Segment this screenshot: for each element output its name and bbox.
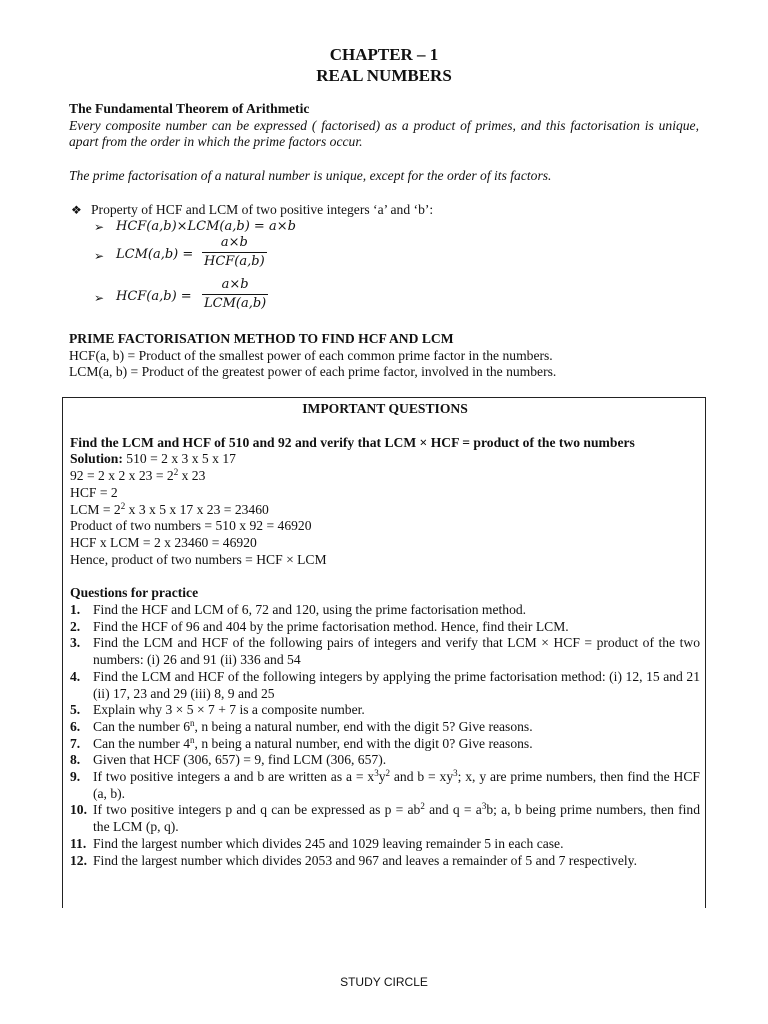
fta-statement: Every composite number can be expressed ( factorised) as a product of primes, and this factorisation is unique, apart from the order in which the prime factors occur. — [69, 117, 699, 150]
eq3-fraction — [202, 277, 268, 312]
chapter-label: CHAPTER – 1 — [329, 45, 439, 64]
arrow-bullet-icon: ➢ — [94, 291, 105, 306]
practice-question-7: 7. Can the number 4$^n$, n being a natural number, end with the digit 0? Give reasons. — [70, 734, 533, 751]
practice-question-6: 6. Can the number 6$^n$, n being a natural number, end with the digit 5? Give reasons. — [70, 717, 533, 734]
solution-line-1 — [70, 451, 700, 468]
fta-note: The prime factorisation of a natural number is unique, except for the order of its factors. — [69, 168, 552, 184]
solution-line-hcfxlcm: HCF x LCM = 2 x 23460 = 46920 — [70, 534, 257, 550]
eq2-fraction — [202, 235, 267, 270]
practice-question-9: 9. If two positive integers a and b are written as $a = x^3y^2$ and $b = xy^3$; x, y are prime numbers, then find the HCF (a, b). — [70, 768, 700, 801]
solution-line-product: Product of two numbers = 510 x 92 = 46920 — [70, 518, 312, 534]
eq3-denominator: LCM(a,b) — [204, 295, 267, 311]
footer-text: STUDY CIRCLE — [340, 975, 428, 989]
solution-line-92: 92 = 2 x 2 x $23 = 2^2$ x 23 — [70, 467, 206, 484]
practice-question-5: 5. Explain why 3 × 5 × 7 + 7 is a composite number. — [70, 702, 365, 718]
eq2-numerator: a×b — [220, 235, 248, 251]
arrow-bullet-icon: ➢ — [94, 249, 105, 264]
property-eq1 — [69, 219, 699, 236]
eq2-lhs: LCM(a,b) = — [116, 247, 194, 263]
chapter-title: REAL NUMBERS — [316, 66, 452, 85]
practice-question-10: 10. If two positive integers p and q can be expressed as $p = ab^2$ and $q = a^3b$; a, b being prime numbers, then find the LCM (p, q). — [70, 801, 701, 835]
chapter-header — [0, 44, 768, 86]
eq2-denominator: HCF(a,b) — [204, 253, 265, 269]
property-intro: Property of HCF and LCM of two positive integers ‘a’ and ‘b’: — [91, 201, 434, 217]
eq3-lhs: HCF(a,b) = — [116, 289, 192, 305]
practice-question-12: 12. Find the largest number which divides 2053 and 967 and leaves a remainder of 5 and 7 respectively. — [70, 852, 637, 868]
practice-question-4: 4. Find the LCM and HCF of the following integers by applying the prime factorisation method: (i) 12, 15 and 21 (ii) 17, 23 and 29 (iii) 8, 9 and 25 — [70, 668, 700, 701]
practice-question-11: 11. Find the largest number which divides 245 and 1029 leaving remainder 5 in each case. — [70, 835, 564, 851]
diamond-bullet-icon: ❖ — [71, 202, 82, 217]
property-eq2 — [69, 235, 699, 277]
practice-question-1: 1. Find the HCF and LCM of 6, 72 and 120, using the prime factorisation method. — [70, 602, 527, 618]
property-bullet — [69, 202, 699, 219]
solution-label: Solution: — [70, 451, 123, 467]
eq3-numerator: a×b — [221, 277, 249, 293]
important-heading: IMPORTANT QUESTIONS — [302, 401, 468, 416]
practice-question-8: 8. Given that HCF (306, 657) = 9, find LCM (306, 657). — [70, 752, 387, 768]
fta-heading: The Fundamental Theorem of Arithmetic — [69, 101, 310, 116]
eq1-text: HCF(a,b)×LCM(a,b) = a×b — [116, 218, 296, 234]
arrow-bullet-icon: ➢ — [94, 219, 105, 234]
method-heading: PRIME FACTORISATION METHOD TO FIND HCF AND LCM — [69, 331, 454, 346]
practice-question-3: 3. Find the LCM and HCF of the following pairs of integers and verify that LCM × HCF = product of the two numbers: (i) 26 and 91 (ii) 336 and 54 — [70, 635, 700, 668]
theory-section — [69, 101, 699, 319]
hcf-rule: HCF(a, b) = Product of the smallest power of each common prime factor in the numbers. — [69, 347, 553, 363]
solution-line-hcf: HCF = 2 — [70, 484, 118, 500]
property-eq3 — [69, 277, 699, 319]
lcm-rule: LCM(a, b) = Product of the greatest power of each prime factor, involved in the numbers. — [69, 364, 557, 380]
important-questions-box — [62, 397, 706, 908]
example-question: Find the LCM and HCF of 510 and 92 and verify that LCM × HCF = product of the two numbers — [70, 434, 635, 450]
practice-heading: Questions for practice — [70, 585, 199, 601]
method-section — [69, 331, 699, 381]
practice-question-2: 2. Find the HCF of 96 and 404 by the prime factorisation method. Hence, find their LCM. — [70, 618, 569, 634]
solution-line-hence: Hence, product of two numbers = HCF × LCM — [70, 551, 327, 567]
solution-line-lcm: LCM = $2^2$ x 3 x 5 x 17 x 23 = 23460 — [70, 500, 269, 517]
solution-first: 510 = 2 x 3 x 5 x 17 — [126, 451, 236, 467]
